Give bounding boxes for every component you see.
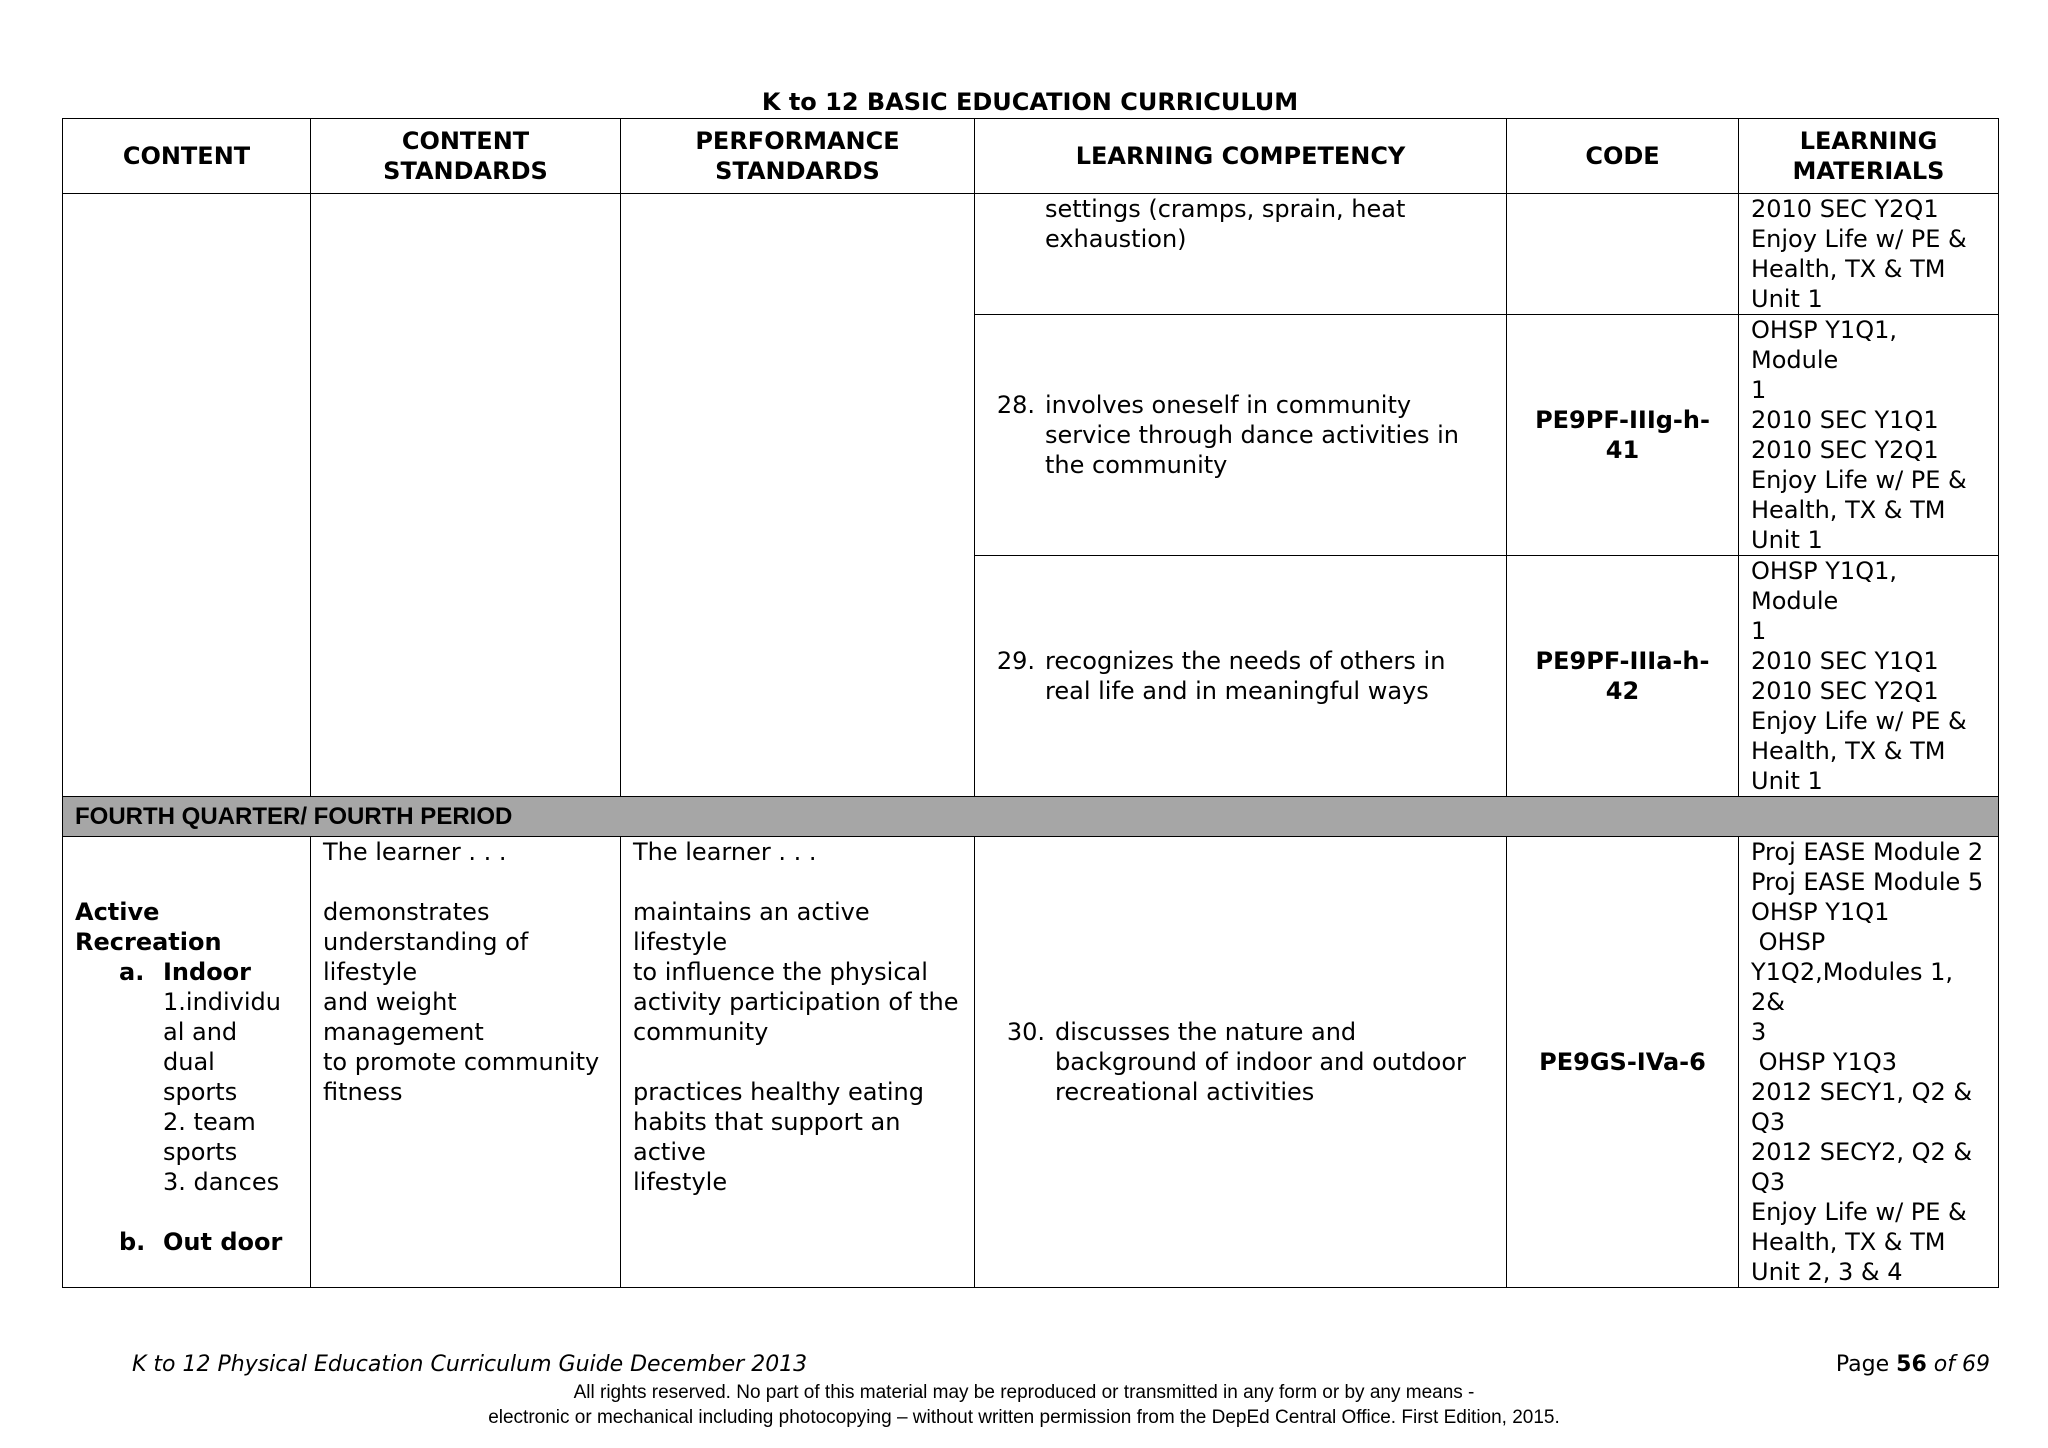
performance-line: to influence the physical [633,958,928,986]
material-item: Unit 1 [1751,526,1823,554]
code-line: PE9PF-IIIg-h- [1535,406,1710,434]
materials-cell [1739,837,1999,1288]
footer-rights-notice [0,1380,2048,1430]
content-standards-cell-empty [311,194,621,797]
content-item-text: Indoor [163,958,252,986]
code-line: 42 [1605,677,1640,705]
competency-line: exhaustion) [1045,225,1187,253]
content-standard-line: demonstrates [323,898,490,926]
competency-number: 29. [996,647,1035,675]
material-item: OHSP [1751,928,1826,956]
content-heading: Recreation [75,928,222,956]
material-item: Enjoy Life w/ PE & [1751,1198,1967,1226]
competency-cell [975,556,1507,797]
material-item: Unit 2, 3 & 4 [1751,1258,1903,1286]
material-item: Proj EASE Module 2 [1751,838,1984,866]
performance-line: lifestyle [633,1168,728,1196]
document-title: K to 12 BASIC EDUCATION CURRICULUM [761,88,1299,116]
content-cell [63,837,311,1288]
material-item: Enjoy Life w/ PE & [1751,707,1967,735]
material-item: Proj EASE Module 5 [1751,868,1984,896]
code-line: PE9GS-IVa-6 [1539,1048,1706,1076]
quarter-label: FOURTH QUARTER/ FOURTH PERIOD [63,797,1999,837]
material-item: OHSP Y1Q1, Module [1751,316,1897,374]
material-item: Enjoy Life w/ PE & [1751,225,1967,253]
competency-line: recognizes the needs of others in [1045,647,1446,675]
content-subitem: al and [163,1018,238,1046]
material-item: Unit 1 [1751,767,1823,795]
content-standard-line: fitness [323,1078,403,1106]
code-cell [1507,837,1739,1288]
material-item: Health, TX & TM [1751,496,1946,524]
header-code: CODE [1507,119,1739,194]
material-item: OHSP Y1Q3 [1751,1048,1897,1076]
header-performance-line1: PERFORMANCE [695,127,900,155]
code-cell [1507,556,1739,797]
material-item: 2010 SEC Y2Q1 [1751,436,1939,464]
content-item-text: Out door [163,1228,283,1256]
competency-line: real life and in meaningful ways [1045,677,1429,705]
materials-cell [1739,194,1999,315]
material-item: Q3 [1751,1168,1786,1196]
performance-standards-cell-empty [621,194,975,797]
performance-line: practices healthy eating [633,1078,924,1106]
content-standard-line: to promote community [323,1048,600,1076]
materials-cell [1739,556,1999,797]
page-word: Page [1835,1352,1890,1377]
competency-line: service through dance activities in [1045,421,1459,449]
competency-line: settings (cramps, sprain, heat [1045,195,1406,223]
quarter-row [63,797,1999,837]
performance-line: maintains an active lifestyle [633,898,870,956]
material-item: 2010 SEC Y2Q1 [1751,677,1939,705]
material-item: Y1Q2,Modules 1, 2& [1751,958,1954,1016]
material-item: OHSP Y1Q1 [1751,898,1890,926]
content-item-label: b. [119,1228,146,1256]
rights-line: electronic or mechanical including photocopying – without written permission from the DepEd Central Office. First Edition, 2015. [488,1407,1560,1428]
competency-line: recreational activities [1055,1078,1315,1106]
table-row [63,194,1999,315]
header-performance-standards [621,119,975,194]
header-learning-materials [1739,119,1999,194]
material-item: Unit 1 [1751,285,1823,313]
rights-line: All rights reserved. No part of this material may be reproduced or transmitted in any form or by any means - [573,1382,1475,1403]
material-item: 2010 SEC Y1Q1 [1751,647,1939,675]
content-subitem: sports [163,1078,238,1106]
material-item: Health, TX & TM [1751,255,1946,283]
header-learning-competency: LEARNING COMPETENCY [975,119,1507,194]
material-item: 2010 SEC Y1Q1 [1751,406,1939,434]
content-subitem: dual [163,1048,215,1076]
header-performance-line2: STANDARDS [715,157,880,185]
content-heading: Active [75,898,160,926]
content-subitem: sports [163,1138,238,1166]
header-materials-line1: LEARNING [1799,127,1938,155]
material-item: 1 [1751,617,1767,645]
competency-line: the community [1045,451,1228,479]
content-item-label: a. [119,958,145,986]
competency-number: 30. [1006,1018,1045,1046]
content-standard-line: and weight management [323,988,484,1046]
material-item: 2010 SEC Y2Q1 [1751,195,1939,223]
header-row [63,119,1999,194]
header-content-standards: CONTENT STANDARDS [311,119,621,194]
material-item: 2012 SECY1, Q2 & [1751,1078,1973,1106]
materials-cell [1739,315,1999,556]
performance-line: community [633,1018,769,1046]
material-item: Q3 [1751,1108,1786,1136]
competency-line: background of indoor and outdoor [1055,1048,1466,1076]
competency-cell [975,194,1507,315]
material-item: Health, TX & TM [1751,1228,1946,1256]
material-item: 3 [1751,1018,1767,1046]
code-cell [1507,315,1739,556]
page-current: 56 [1896,1352,1927,1377]
material-item: Health, TX & TM [1751,737,1946,765]
code-line: 41 [1605,436,1640,464]
content-subitem: 3. dances [163,1168,280,1196]
performance-line: activity participation of the [633,988,959,1016]
content-subitem: 1.individu [163,988,281,1016]
footer-page-number [1836,1352,1990,1377]
competency-number: 28. [996,391,1035,419]
competency-line: discusses the nature and [1055,1018,1357,1046]
material-item: Enjoy Life w/ PE & [1751,466,1967,494]
learner-intro: The learner . . . [633,838,817,866]
performance-line: habits that support an active [633,1108,901,1166]
competency-cell [975,315,1507,556]
code-line: PE9PF-IIIa-h- [1535,647,1710,675]
table-row [63,837,1999,1288]
learner-intro: The learner . . . [323,838,507,866]
code-cell-empty [1507,194,1739,315]
content-subitem: 2. team [163,1108,256,1136]
header-materials-line2: MATERIALS [1792,157,1945,185]
competency-cell [975,837,1507,1288]
page-total: of 69 [1933,1352,1990,1377]
content-standards-cell [311,837,621,1288]
curriculum-table [62,118,1999,1288]
content-cell-empty [63,194,311,797]
competency-line: involves oneself in community [1045,391,1412,419]
content-standard-line: understanding of lifestyle [323,928,529,986]
performance-standards-cell [621,837,975,1288]
material-item: 1 [1751,376,1767,404]
material-item: OHSP Y1Q1, Module [1751,557,1897,615]
footer-guide-title: K to 12 Physical Education Curriculum Guide December 2013 [132,1352,808,1377]
header-content: CONTENT [63,119,311,194]
material-item: 2012 SECY2, Q2 & [1751,1138,1973,1166]
